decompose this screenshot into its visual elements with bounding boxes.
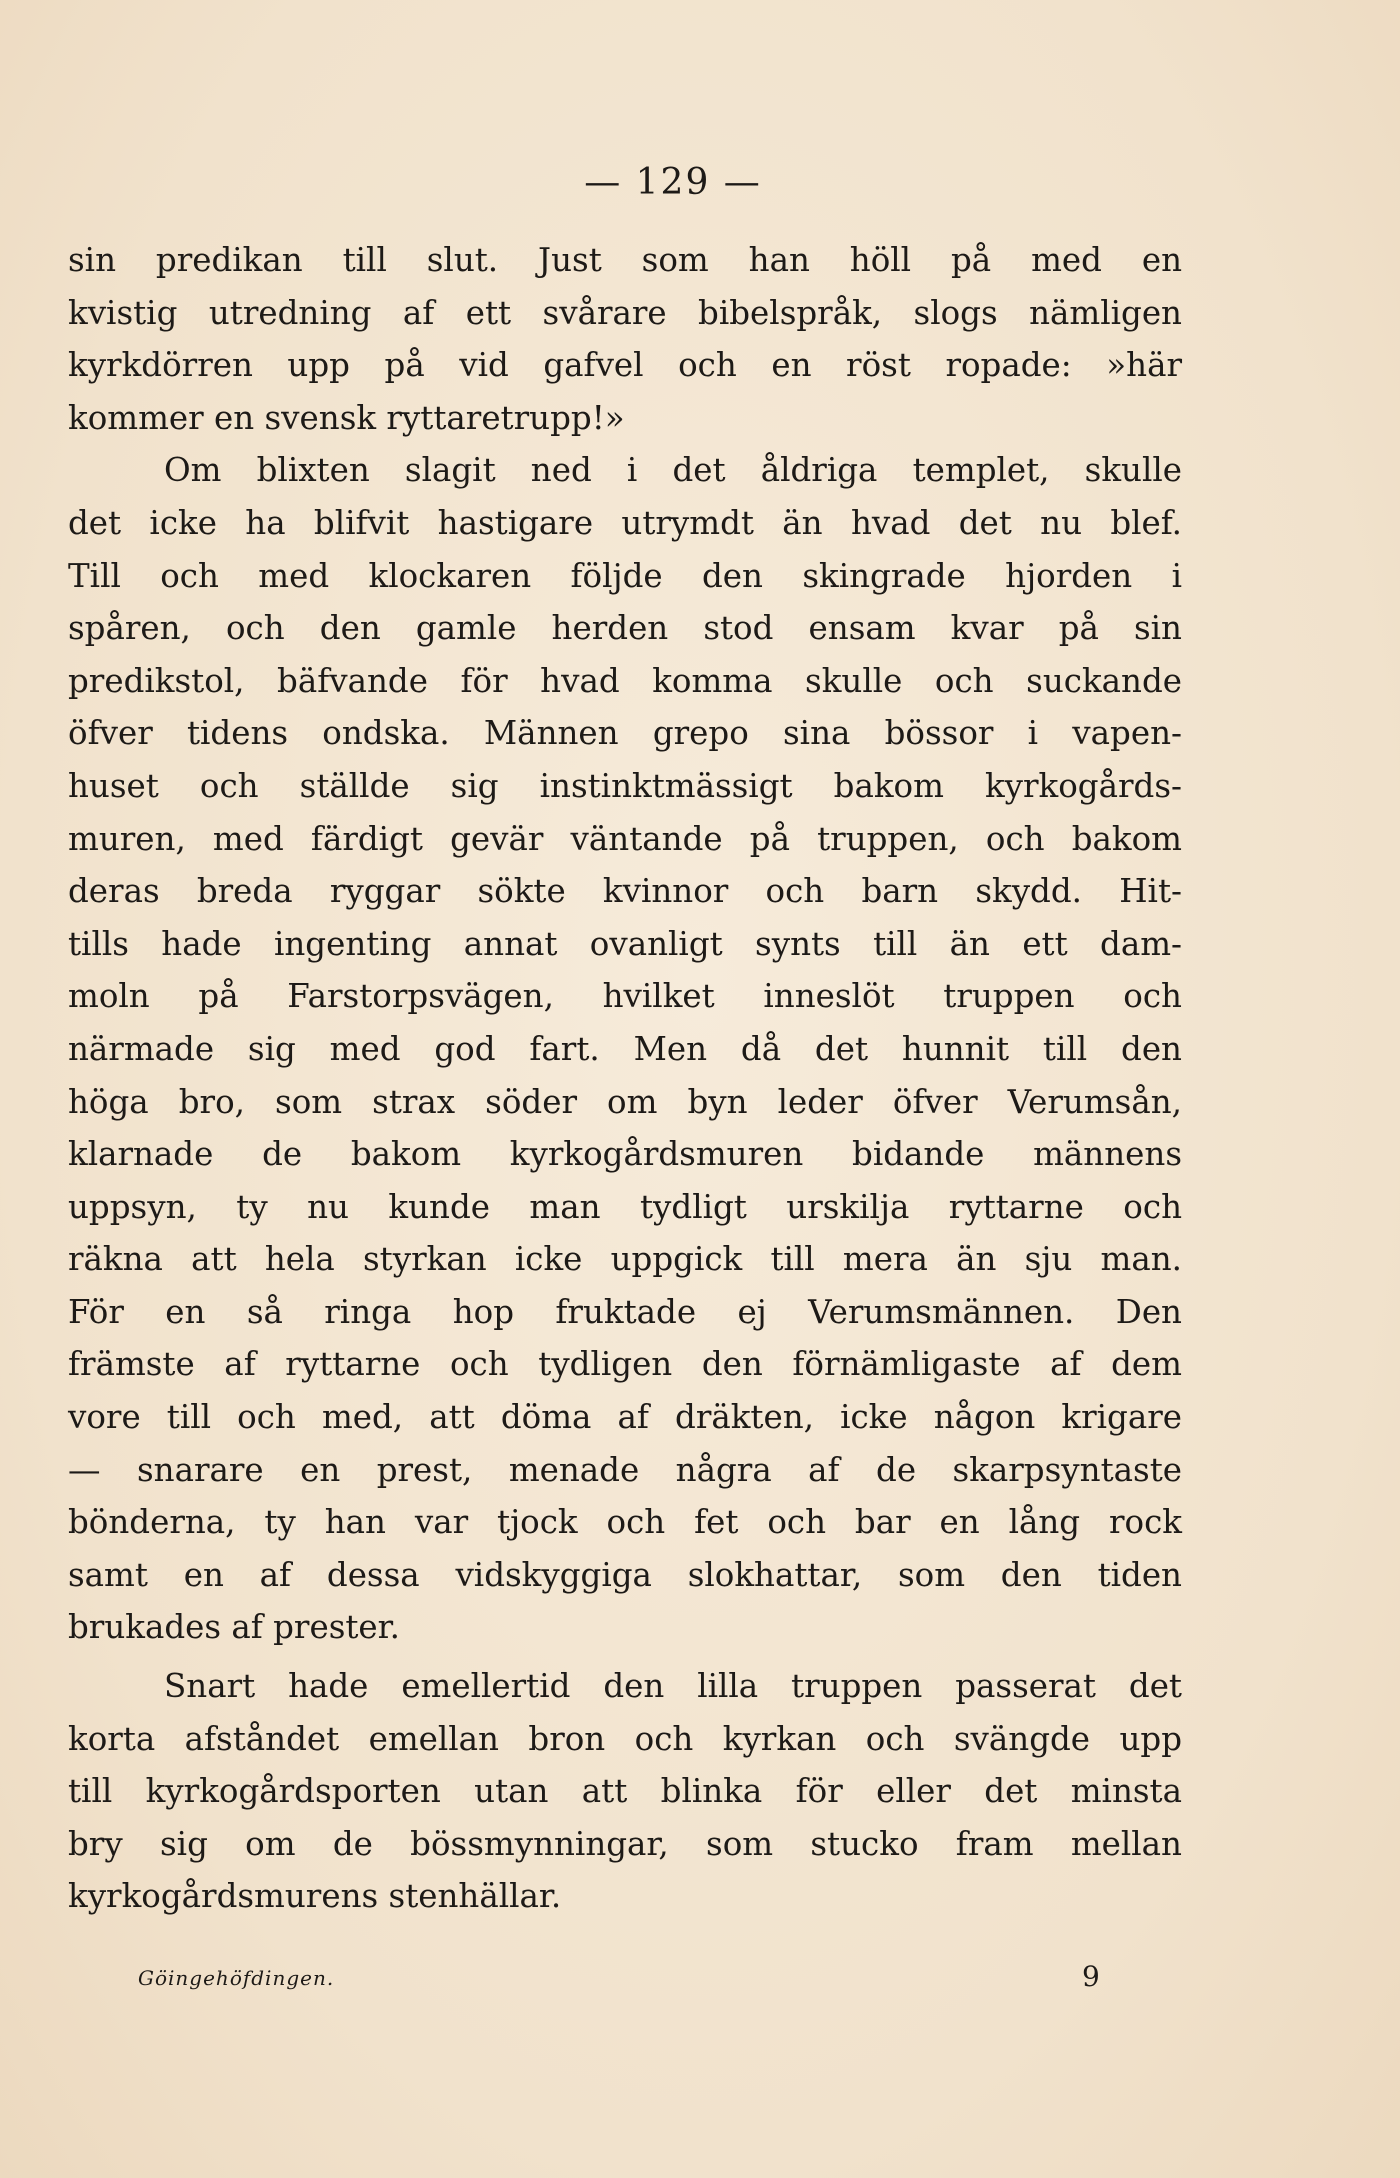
- text-line: tills hade ingenting annat ovanligt synts till än ett dam-: [68, 924, 1182, 963]
- text-line: korta afståndet emellan bron och kyrkan och svängde upp: [68, 1719, 1182, 1758]
- body-text: [68, 234, 1182, 1923]
- running-footer-title: Göingehöfdingen.: [138, 1966, 335, 1990]
- text-line: uppsyn, ty nu kunde man tydligt urskilja ryttarne och: [68, 1187, 1182, 1226]
- text-line: närmade sig med god fart. Men då det hunnit till den: [68, 1029, 1182, 1068]
- text-line: kyrkdörren upp på vid gafvel och en röst ropade: »här: [68, 346, 1182, 385]
- text-line: främste af ryttarne och tydligen den förnämligaste af dem: [68, 1345, 1182, 1384]
- text-line: spåren, och den gamle herden stod ensam kvar på sin: [68, 609, 1182, 648]
- text-line: moln på Farstorpsvägen, hvilket inneslöt truppen och: [68, 977, 1182, 1016]
- text-line: Till och med klockaren följde den skingrade hjorden i: [68, 556, 1182, 595]
- text-line: — snarare en prest, menade några af de skarpsyntaste: [68, 1450, 1182, 1489]
- text-line: muren, med färdigt gevär väntande på truppen, och bakom: [68, 819, 1182, 858]
- signature-mark: 9: [1082, 1960, 1100, 1993]
- text-line: brukades af prester.: [68, 1608, 400, 1647]
- text-line: deras breda ryggar sökte kvinnor och barn skydd. Hit-: [68, 872, 1182, 911]
- text-line: samt en af dessa vidskyggiga slokhattar, som den tiden: [68, 1555, 1182, 1594]
- text-line: bry sig om de bössmynningar, som stucko fram mellan: [68, 1824, 1182, 1863]
- text-line: kommer en svensk ryttaretrupp!»: [68, 398, 625, 437]
- text-line: öfver tidens ondska. Männen grepo sina bössor i vapen-: [68, 714, 1182, 753]
- paragraph-1: [68, 234, 1182, 444]
- text-line: vore till och med, att döma af dräkten, icke någon krigare: [68, 1398, 1182, 1437]
- text-line: räkna att hela styrkan icke uppgick till mera än sju man.: [68, 1240, 1182, 1279]
- page-number: — 129 —: [584, 162, 762, 203]
- text-line: För en så ringa hop fruktade ej Verumsmännen. Den: [68, 1292, 1182, 1331]
- text-line: sin predikan till slut. Just som han höll på med en: [68, 241, 1182, 279]
- text-line: klarnade de bakom kyrkogårdsmuren bidande männens: [68, 1135, 1182, 1174]
- text-line: huset och ställde sig instinktmässigt bakom kyrkogårds-: [68, 766, 1182, 805]
- paragraph-3: [68, 1660, 1182, 1923]
- text-line: det icke ha blifvit hastigare utrymdt än hvad det nu blef.: [68, 503, 1182, 542]
- text-line: höga bro, som strax söder om byn leder öfver Verumsån,: [68, 1082, 1182, 1121]
- text-line: bönderna, ty han var tjock och fet och bar en lång rock: [68, 1503, 1182, 1542]
- text-line: Snart hade emellertid den lilla truppen passerat det: [164, 1667, 1182, 1706]
- text-line: predikstol, bäfvande för hvad komma skulle och suckande: [68, 661, 1182, 700]
- text-line: till kyrkogårdsporten utan att blinka för eller det minsta: [68, 1772, 1182, 1811]
- text-line: kvistig utredning af ett svårare bibelspråk, slogs nämligen: [68, 293, 1182, 332]
- text-line: kyrkogårdsmurens stenhällar.: [68, 1877, 562, 1916]
- paragraph-2: [68, 444, 1182, 1654]
- text-line: Om blixten slagit ned i det åldriga templet, skulle: [164, 451, 1182, 490]
